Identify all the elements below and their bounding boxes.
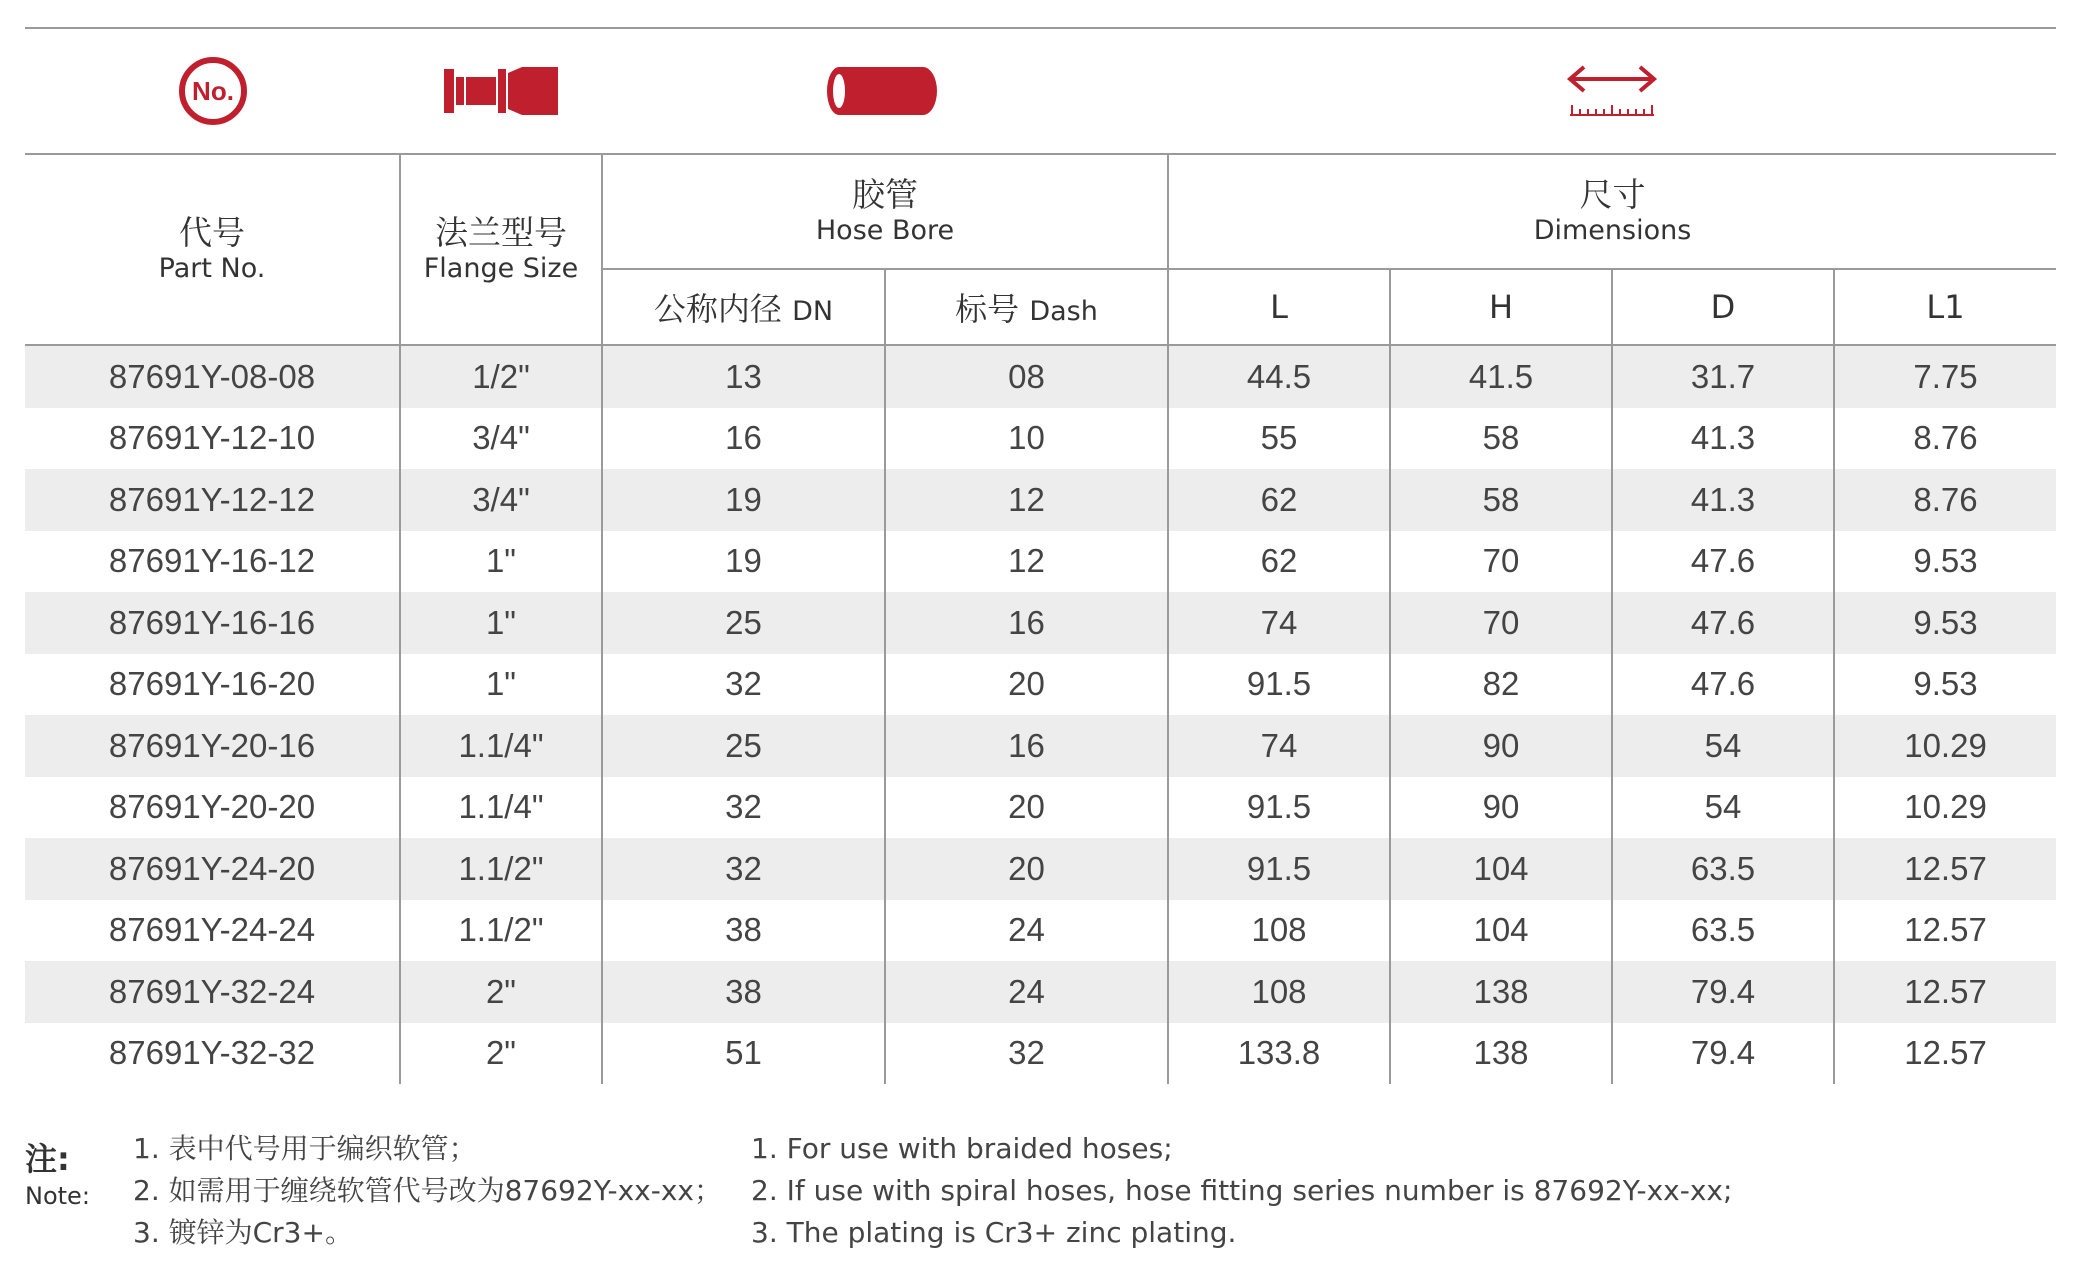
- cell-h: 104: [1390, 838, 1612, 900]
- cell-part: 87691Y-12-10: [108, 419, 316, 457]
- header-l1: L1: [1834, 269, 2056, 345]
- header-dash-en: Dash: [1029, 296, 1098, 327]
- table-row: [25, 1023, 2056, 1085]
- cell-l: 74: [1168, 592, 1390, 654]
- table-row: [25, 900, 2056, 962]
- header-hose-en: Hose Bore: [815, 214, 955, 246]
- cell-part: 87691Y-16-20: [108, 665, 316, 703]
- header-d: D: [1612, 269, 1834, 345]
- cell-l1: 12.57: [1834, 838, 2056, 900]
- cell-l1: 10.29: [1834, 777, 2056, 839]
- table-row: [25, 777, 2056, 839]
- cell-flange: 1.1/2": [400, 838, 602, 900]
- header-part-zh: 代号: [179, 212, 245, 252]
- cell-l1: 8.76: [1834, 408, 2056, 470]
- cell-l: 108: [1168, 900, 1390, 962]
- cell-dash: 16: [885, 715, 1168, 777]
- cell-part: 87691Y-12-12: [25, 469, 400, 531]
- cell-dn: 19: [602, 469, 885, 531]
- cell-d: 54: [1612, 715, 1834, 777]
- cell-dn: 25: [602, 592, 885, 654]
- notes-zh: [133, 1128, 722, 1254]
- hose-icon: [602, 29, 1168, 153]
- notes-en: [751, 1128, 1732, 1254]
- cell-dn: 32: [602, 777, 885, 839]
- cell-part: 87691Y-16-16: [25, 592, 400, 654]
- cell-d: 79.4: [1612, 1023, 1834, 1085]
- cell-d: 54: [1612, 777, 1834, 839]
- table-row: [25, 531, 2056, 593]
- header-part-en: Part No.: [158, 252, 266, 284]
- cell-h: 138: [1390, 961, 1612, 1023]
- cell-l: 55: [1168, 408, 1390, 470]
- cell-h: 104: [1390, 900, 1612, 962]
- cell-dash: 12: [885, 469, 1168, 531]
- cell-l: 91.5: [1168, 777, 1390, 839]
- cell-dash: 08: [885, 345, 1168, 408]
- cell-flange: 1/2": [400, 345, 602, 408]
- cell-h: 90: [1390, 777, 1612, 839]
- cell-dn: 51: [602, 1023, 885, 1085]
- cell-flange: 2": [400, 1023, 602, 1085]
- cell-dash: 12: [885, 531, 1168, 593]
- cell-dash: 32: [885, 1023, 1168, 1085]
- table-row: [25, 961, 2056, 1023]
- cell-flange: 1": [400, 592, 602, 654]
- note-zh-1: 1. 表中代号用于编织软管；: [133, 1132, 477, 1165]
- cell-part: 87691Y-24-20: [25, 838, 400, 900]
- cell-part: 87691Y-32-32: [108, 1034, 316, 1072]
- header-flange-size: [400, 155, 602, 345]
- cell-part: 87691Y-20-16: [25, 715, 400, 777]
- cell-d: 63.5: [1612, 838, 1834, 900]
- header-flange-en: Flange Size: [423, 252, 579, 284]
- cell-l: 108: [1168, 961, 1390, 1023]
- cell-flange: 3/4": [400, 408, 602, 470]
- number-badge-icon: [25, 29, 400, 153]
- note-en-2: 2. If use with spiral hoses, hose fitting series number is 87692Y-xx-xx;: [751, 1174, 1733, 1207]
- cell-dn: 32: [602, 838, 885, 900]
- icon-band: [25, 27, 2056, 155]
- table-row: [25, 715, 2056, 777]
- header-dims-zh: 尺寸: [1579, 174, 1646, 214]
- table-row: [25, 592, 2056, 654]
- cell-d: 63.5: [1612, 900, 1834, 962]
- cell-dn: 19: [602, 531, 885, 593]
- cell-h: 58: [1390, 408, 1612, 470]
- spec-table: [25, 155, 2056, 1084]
- cell-flange: 1.1/2": [400, 900, 602, 962]
- header-dn-zh: 公称内径: [653, 290, 782, 328]
- cell-l1: 12.57: [1834, 1023, 2056, 1085]
- cell-d: 47.6: [1612, 592, 1834, 654]
- table-row: [25, 408, 2056, 470]
- note-zh-2: 2. 如需用于缠绕软管代号改为87692Y-xx-xx；: [133, 1174, 722, 1207]
- spec-sheet: [25, 27, 2056, 1084]
- cell-dn: 38: [602, 961, 885, 1023]
- header-part-no: [25, 155, 400, 345]
- cell-part: 87691Y-24-24: [108, 911, 316, 949]
- header-dash: [885, 269, 1168, 345]
- cell-flange: 1": [400, 654, 602, 716]
- cell-l: 133.8: [1168, 1023, 1390, 1085]
- dimension-arrow-icon: [1168, 29, 2056, 153]
- header-h: H: [1390, 269, 1612, 345]
- cell-dash: 16: [885, 592, 1168, 654]
- cell-l1: 9.53: [1834, 531, 2056, 593]
- cell-flange: 2": [400, 961, 602, 1023]
- cell-dn: 25: [602, 715, 885, 777]
- header-l: L: [1168, 269, 1390, 345]
- cell-dash: 20: [885, 654, 1168, 716]
- cell-l: 91.5: [1168, 654, 1390, 716]
- header-flange-zh: 法兰型号: [435, 212, 567, 252]
- cell-d: 47.6: [1612, 654, 1834, 716]
- cell-dash: 20: [885, 777, 1168, 839]
- table-row: [25, 654, 2056, 716]
- cell-part: 87691Y-32-24: [25, 961, 400, 1023]
- cell-h: 70: [1390, 592, 1612, 654]
- cell-dn: 13: [602, 345, 885, 408]
- cell-h: 70: [1390, 531, 1612, 593]
- cell-h: 90: [1390, 715, 1612, 777]
- number-badge-text: No.: [191, 76, 234, 106]
- header-hose-zh: 胶管: [852, 174, 918, 214]
- cell-d: 31.7: [1612, 345, 1834, 408]
- cell-h: 41.5: [1390, 345, 1612, 408]
- note-en-3: 3. The plating is Cr3+ zinc plating.: [751, 1216, 1237, 1249]
- header-hose-bore: [602, 155, 1168, 269]
- header-dn: [602, 269, 885, 345]
- cell-dn: 16: [602, 408, 885, 470]
- cell-l: 74: [1168, 715, 1390, 777]
- cell-l1: 10.29: [1834, 715, 2056, 777]
- notes-section: [25, 1128, 2056, 1268]
- cell-l1: 12.57: [1834, 961, 2056, 1023]
- header-dash-zh: 标号: [955, 290, 1020, 328]
- note-en-1: 1. For use with braided hoses;: [751, 1132, 1173, 1165]
- cell-d: 79.4: [1612, 961, 1834, 1023]
- cell-l: 62: [1168, 469, 1390, 531]
- cell-h: 58: [1390, 469, 1612, 531]
- cell-l1: 12.57: [1834, 900, 2056, 962]
- cell-part: 87691Y-16-12: [108, 542, 316, 580]
- header-dn-en: DN: [792, 296, 834, 327]
- cell-flange: 1": [400, 531, 602, 593]
- cell-dash: 24: [885, 961, 1168, 1023]
- cell-dash: 10: [885, 408, 1168, 470]
- cell-l1: 8.76: [1834, 469, 2056, 531]
- header-dims-en: Dimensions: [1533, 214, 1692, 246]
- table-row: [25, 345, 2056, 408]
- cell-l: 44.5: [1168, 345, 1390, 408]
- cell-dash: 20: [885, 838, 1168, 900]
- cell-l1: 7.75: [1834, 345, 2056, 408]
- note-zh-3: 3. 镀锌为Cr3+。: [133, 1216, 353, 1249]
- cell-d: 41.3: [1612, 469, 1834, 531]
- cell-part: 87691Y-20-20: [108, 788, 316, 826]
- cell-l: 62: [1168, 531, 1390, 593]
- cell-d: 47.6: [1612, 531, 1834, 593]
- table-row: [25, 469, 2056, 531]
- cell-d: 41.3: [1612, 408, 1834, 470]
- table-row: [25, 838, 2056, 900]
- cell-l1: 9.53: [1834, 654, 2056, 716]
- cell-h: 82: [1390, 654, 1612, 716]
- cell-h: 138: [1390, 1023, 1612, 1085]
- cell-dn: 38: [602, 900, 885, 962]
- note-title-zh: 注:: [25, 1140, 70, 1178]
- cell-flange: 3/4": [400, 469, 602, 531]
- header-dimensions: [1168, 155, 2056, 269]
- cell-dash: 24: [885, 900, 1168, 962]
- cell-flange: 1.1/4": [400, 715, 602, 777]
- cell-part: 87691Y-08-08: [25, 345, 400, 408]
- cell-flange: 1.1/4": [400, 777, 602, 839]
- cell-l1: 9.53: [1834, 592, 2056, 654]
- flange-fitting-icon: [400, 29, 602, 153]
- cell-l: 91.5: [1168, 838, 1390, 900]
- note-title-en: Note:: [25, 1182, 90, 1210]
- cell-dn: 32: [602, 654, 885, 716]
